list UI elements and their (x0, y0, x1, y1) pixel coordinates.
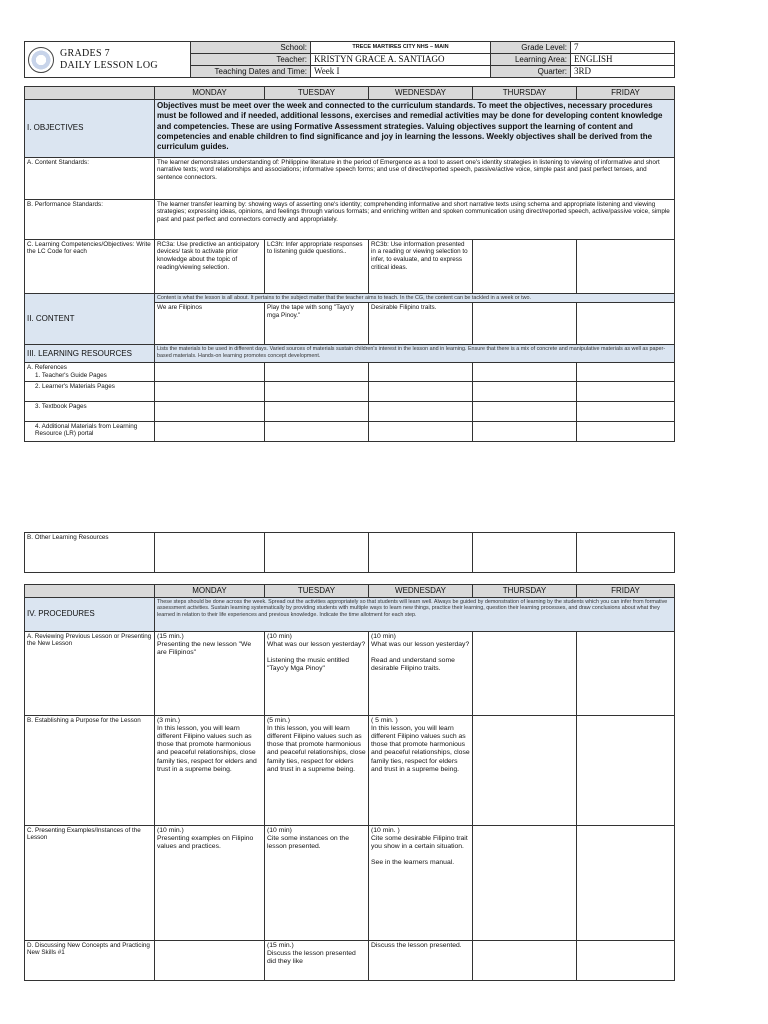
school-value: TRECE MARTIRES CITY NHS – MAIN (311, 42, 491, 54)
resources-note: Lists the materials to be used in different days. Varied sources of materials sustain children's interest in the lesson and in learning. Ensure that there is a mix of concrete and manipulative materials as well as paper-based materials. Hands-on learning promotes concept development. (155, 345, 675, 363)
proc-c-label: C. Presenting Examples/Instances of the Lesson (25, 825, 155, 940)
blank-head-2 (25, 585, 155, 598)
day-thursday-2: THURSDAY (473, 585, 577, 598)
proc-b-thursday (473, 715, 577, 825)
other-resources-table (24, 532, 675, 573)
grade-label: Grade Level: (491, 42, 571, 54)
proc-c-thursday (473, 825, 577, 940)
competency-wednesday: RC3b: Use information presented in a reading or viewing selection to infer, to evaluate, and to express critical ideas. (369, 239, 473, 293)
proc-a-tuesday: (10 min) What was our lesson yesterday? Listening the music entitled "Tayo'y Mga Pinoy" (265, 631, 369, 715)
proc-a-monday: (15 min.) Presenting the new lesson "We are Filipinos" (155, 631, 265, 715)
procedures-label: IV. PROCEDURES (25, 597, 155, 631)
title-line2: DAILY LESSON LOG (60, 59, 158, 71)
procedures-table (24, 584, 675, 981)
header-table (24, 41, 675, 78)
dates-label: Teaching Dates and Time: (191, 66, 311, 78)
proc-a-wednesday: (10 min) What was our lesson yesterday? Read and understand some desirable Filipino traits. (369, 631, 473, 715)
content-note: Content is what the lesson is all about. It pertains to the subject matter that the teacher aims to teach. In the CG, the content can be tackled in a week or two. (155, 293, 675, 303)
area-value: ENGLISH (571, 54, 675, 66)
performance-standards-text: The learner transfer learning by: showing ways of asserting one's identity; comprehending informative and short narrative texts using schema and appropriate listening and viewing strategies; expressing ideas, opinions, and feelings through various formats; and enriching written and spoken communication using direct/reported speech, active/passive voice, simple past and past perfect and connectors correctly and appropriately. (155, 199, 675, 239)
quarter-value: 3RD (571, 66, 675, 78)
day-monday-2: MONDAY (155, 585, 265, 598)
proc-d-tuesday: (15 min.) Discuss the lesson presented did they like (265, 940, 369, 980)
references-label (25, 363, 155, 381)
performance-standards-label: B. Performance Standards: (25, 199, 155, 239)
grade-value: 7 (571, 42, 675, 54)
teacher-value: KRISTYN GRACE A. SANTIAGO (311, 54, 491, 66)
teachers-guide-label: 1. Teacher's Guide Pages (35, 372, 107, 380)
deped-seal-icon (28, 47, 54, 73)
proc-b-monday: (3 min.) In this lesson, you will learn different Filipino values such as those that promote harmonious and peaceful relationships, close family ties, respect for elders and trust in a supreme being. (155, 715, 265, 825)
objectives-note: Objectives must be meet over the week and connected to the curriculum standards. To meet the objectives, necessary procedures must be followed and if needed, additional lessons, exercises and remedial activities may be done for developing content knowledge and competencies. These are using Formative Assessment strategies. Valuing objectives support the learning of content and competencies and enable children to find significance and joy in learning the lessons. Weekly objectives shall be derived from the curriculum guides. (155, 99, 675, 157)
content-standards-text: The learner demonstrates understanding of: Philippine literature in the period of Emergence as a tool to assert one's identity strategies in listening to viewing of informative and short narrative texts; word relationships and associations; informative speech forms; and use of direct/reported speech, passive/active voice, simple past and past perfect tenses, and sentence connectors. (155, 157, 675, 199)
day-thursday: THURSDAY (473, 87, 577, 100)
objectives-label: I. OBJECTIVES (25, 99, 155, 157)
other-resources-label: B. Other Learning Resources (25, 533, 155, 573)
competency-thursday (473, 239, 577, 293)
content-thursday (473, 303, 577, 345)
procedures-note: These steps should be done across the week. Spread out the activities appropriately so that students will learn well. Always be guided by demonstration of learning by the students which you can infer from formative assessment activities. Sustain learning systematically by providing students with multiple ways to learn new things, practice their learning, question their learning processes, and draw conclusions about what they learned in relation to their life experiences and previous knowledge. Indicate the time allotment for each step. (155, 597, 675, 631)
dates-value: Week I (311, 66, 491, 78)
content-standards-label: A. Content Standards: (25, 157, 155, 199)
content-monday: We are Filipinos (155, 303, 265, 345)
resources-label: III. LEARNING RESOURCES (25, 345, 155, 363)
area-label: Learning Area: (491, 54, 571, 66)
proc-d-wednesday: Discuss the lesson presented. (369, 940, 473, 980)
content-label: II. CONTENT (25, 293, 155, 345)
quarter-label: Quarter: (491, 66, 571, 78)
objectives-table (24, 86, 675, 442)
school-label: School: (191, 42, 311, 54)
proc-a-friday (577, 631, 675, 715)
proc-b-tuesday: (5 min.) In this lesson, you will learn different Filipino values such as those that promote harmonious and peaceful relationships, close family ties, respect for elders and trust in a supreme being. (265, 715, 369, 825)
proc-c-wednesday: (10 min. ) Cite some desirable Filipino trait you show in a certain situation. See in the learners manual. (369, 825, 473, 940)
day-tuesday: TUESDAY (265, 87, 369, 100)
additional-materials-label: 4. Additional Materials from Learning Resource (LR) portal (25, 421, 155, 441)
competencies-label: C. Learning Competencies/Objectives: Write the LC Code for each (25, 239, 155, 293)
content-tuesday: Play the tape with song "Tayo'y mga Pinoy." (265, 303, 369, 345)
proc-b-label: B. Establishing a Purpose for the Lesson (25, 715, 155, 825)
day-friday: FRIDAY (577, 87, 675, 100)
textbook-pages-label: 3. Textbook Pages (25, 401, 155, 421)
title-line1: GRADES 7 (60, 48, 110, 59)
header-title-cell (25, 42, 191, 78)
day-wednesday: WEDNESDAY (369, 87, 473, 100)
content-friday (577, 303, 675, 345)
proc-b-wednesday: ( 5 min. ) In this lesson, you will learn different Filipino values such as those that promote harmonious and peaceful relationships, close family ties, respect for elders and trust in a supreme being. (369, 715, 473, 825)
competency-friday (577, 239, 675, 293)
proc-c-monday: (10 min.) Presenting examples on Filipino values and practices. (155, 825, 265, 940)
day-wednesday-2: WEDNESDAY (369, 585, 473, 598)
content-wednesday: Desirable Filipino traits. (369, 303, 473, 345)
references-text: A. References (27, 364, 67, 372)
proc-d-friday (577, 940, 675, 980)
day-monday: MONDAY (155, 87, 265, 100)
teacher-label: Teacher: (191, 54, 311, 66)
competency-monday: RC3a: Use predictive an anticipatory devices/ task to activate prior knowledge about the topic of reading/viewing selection. (155, 239, 265, 293)
proc-a-label: A. Reviewing Previous Lesson or Presenting the New Lesson (25, 631, 155, 715)
proc-a-thursday (473, 631, 577, 715)
blank-head (25, 87, 155, 100)
proc-b-friday (577, 715, 675, 825)
proc-d-label: D. Discussing New Concepts and Practicing New Skills #1 (25, 940, 155, 980)
proc-c-friday (577, 825, 675, 940)
proc-c-tuesday: (10 min) Cite some instances on the lesson presented. (265, 825, 369, 940)
day-tuesday-2: TUESDAY (265, 585, 369, 598)
proc-d-thursday (473, 940, 577, 980)
learners-materials-label: 2. Learner's Materials Pages (25, 381, 155, 401)
proc-d-monday (155, 940, 265, 980)
day-friday-2: FRIDAY (577, 585, 675, 598)
competency-tuesday: LC3h: Infer appropriate responses to listening guide questions.. (265, 239, 369, 293)
